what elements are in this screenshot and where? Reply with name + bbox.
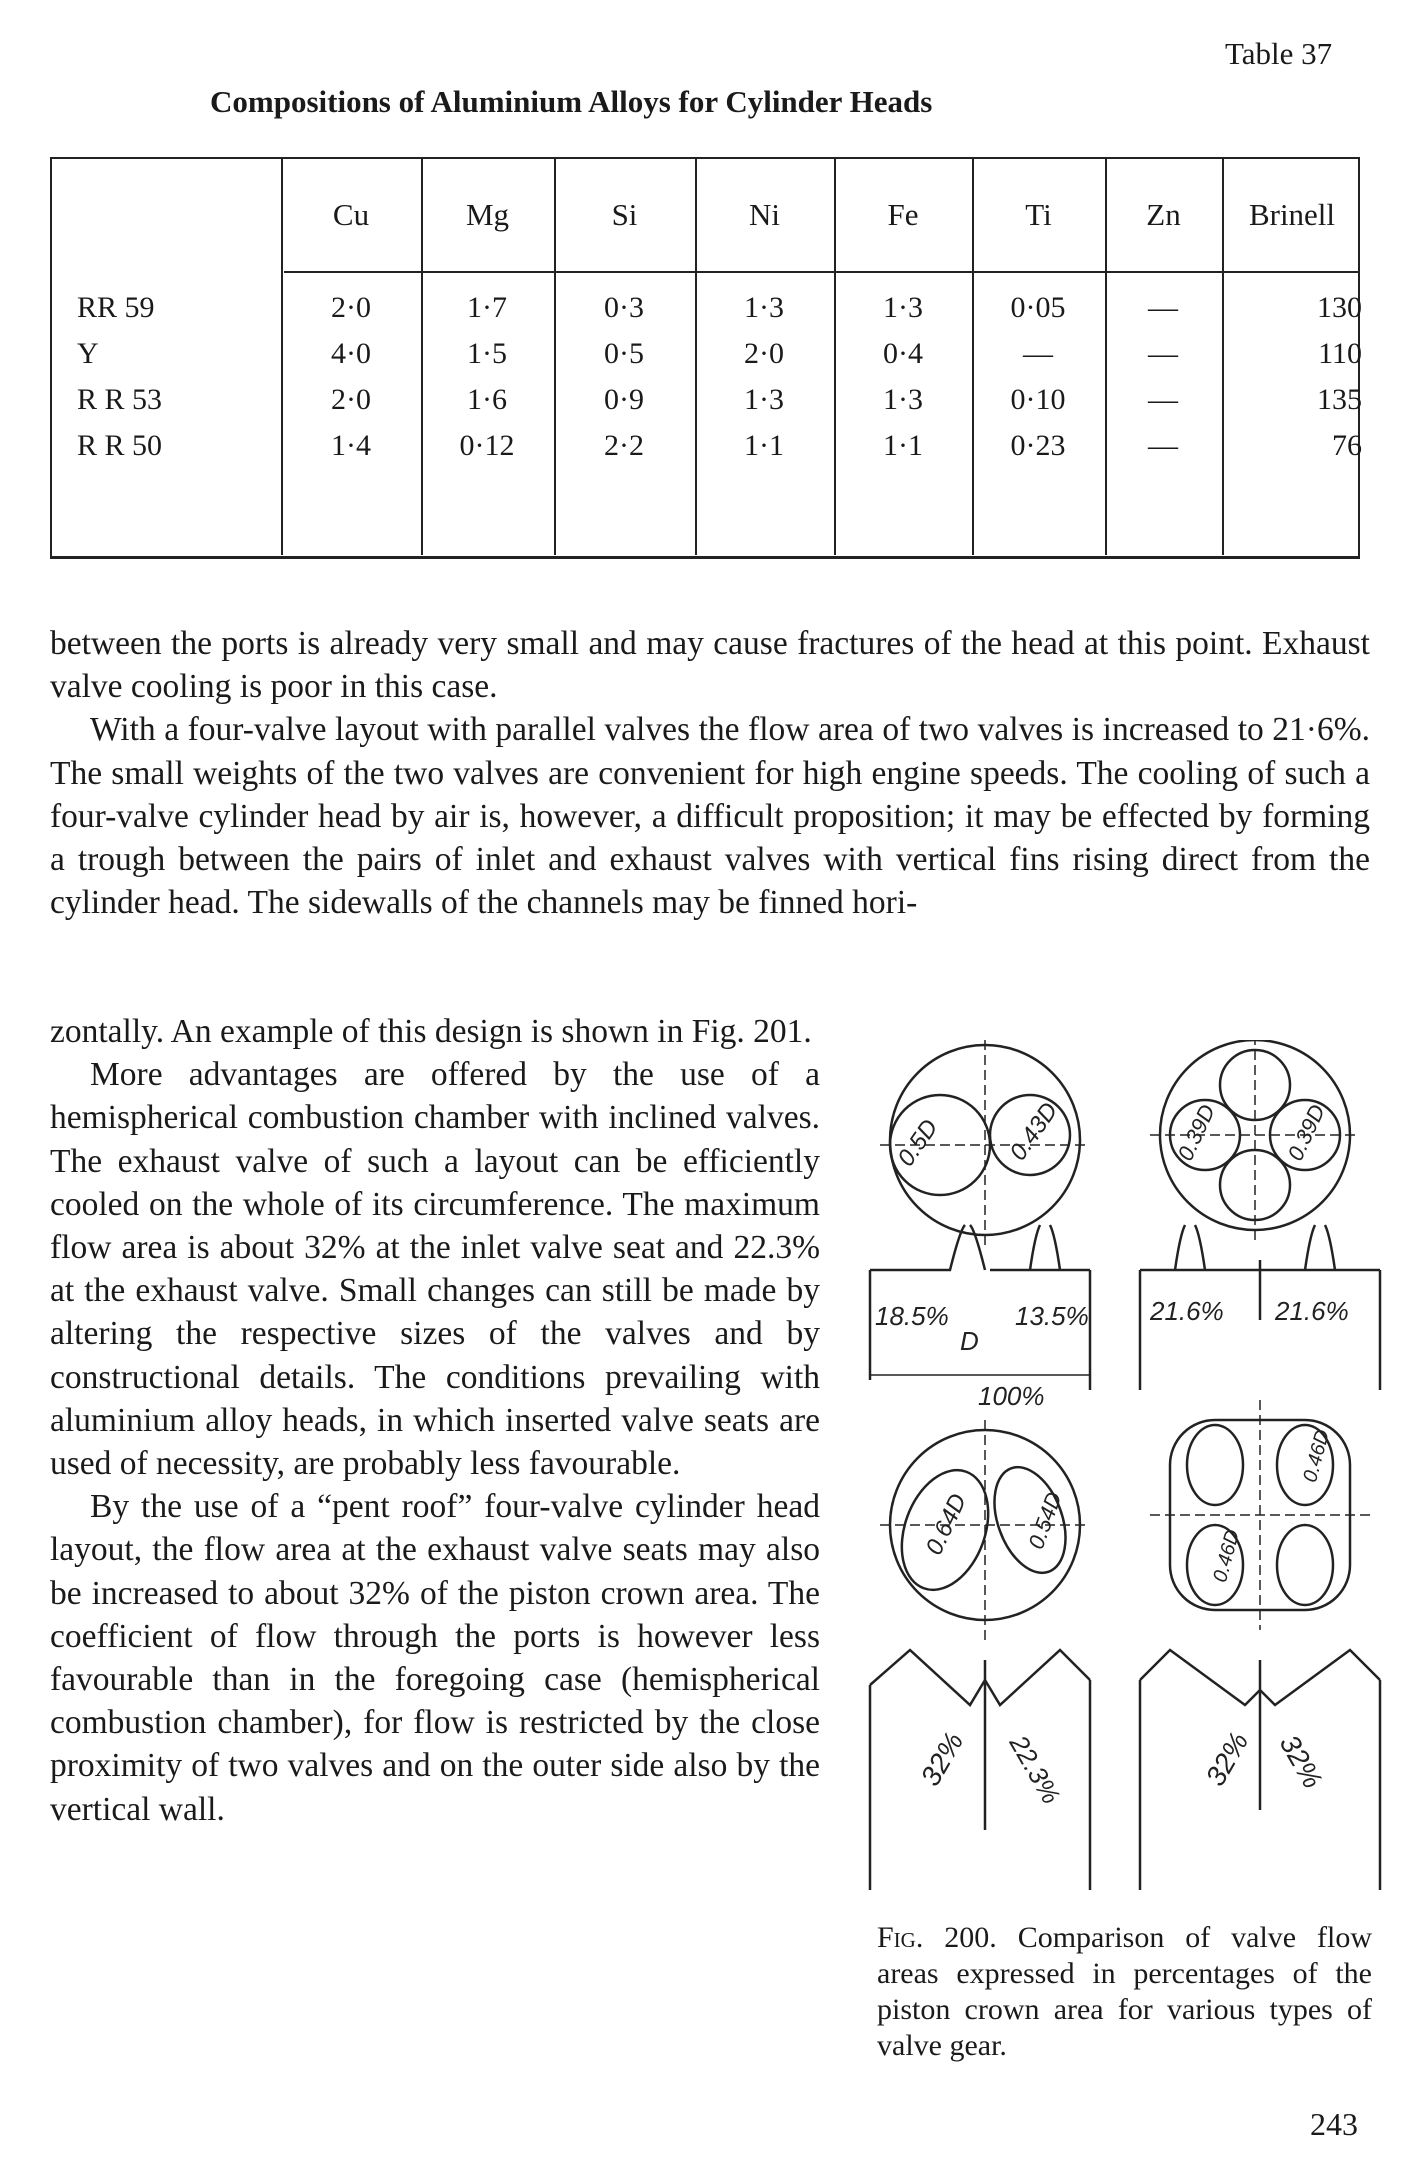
table-cell: 1·5 [467,337,507,370]
table-cell: 1·3 [744,383,784,416]
table-cell: 0·23 [1010,429,1066,462]
table-cell: — [1148,429,1178,462]
table-cell: 0·12 [459,429,515,462]
table-cell: 1·1 [744,429,784,462]
table-cell: 0·4 [883,337,923,370]
column-header: Ni [749,197,780,232]
dim-label: 0.54D [1023,1488,1067,1553]
flow-label: 13.5% [1015,1301,1089,1331]
table-cell: 2·2 [604,429,644,462]
table-cell: — [1023,337,1053,370]
column-header: Si [611,197,638,232]
table-cell: — [1148,337,1178,370]
dim-label: 0.43D [1004,1097,1064,1166]
table-cell: 110 [1318,337,1362,370]
column-header: Zn [1146,197,1181,232]
table-cell: 0·9 [604,383,644,416]
column-header: Ti [1025,197,1052,232]
dim-label: 0.39D [1282,1100,1330,1165]
table-cell: 1·1 [883,429,923,462]
alloy-composition-table [50,157,1360,559]
table-cell: 0·5 [604,337,644,370]
paragraph: More advantages are offered by the use of a hemispherical combustion chamber with inclined valves. The exhaust valve of such a layout can be efficiently cooled on the whole of its circumference. The maximum flow area is about 32% at the inlet valve seat and 22.3% at the exhaust valve. Small changes can still be made by altering the respective sizes of the valves and by constructional details. The conditions prevailing with aluminium alloy heads, in which inserted valve seats are used of necessity, are probably less favourable. [50,1056,820,1483]
table-cell: 1·4 [331,429,371,462]
flow-label: 32% [1273,1729,1329,1794]
paragraph: By the use of a “pent roof” four-valve cylinder head layout, the flow area at the exhaust valve seats may also be increased to about 32% of the piston crown area. The coefficient of flow through the ports is however less favourable than in the foregoing case (hemispherical combustion chamber), for flow is restricted by the close proximity of two valves and on the outer side also by the vertical wall. [50,1488,820,1828]
column-header: Mg [465,197,510,232]
table-row-label: R R 50 [77,429,163,462]
flow-label: 22.3% [1003,1730,1067,1809]
column-header: Fe [887,197,919,232]
table-cell: 2·0 [331,383,371,416]
flow-label: 32% [1199,1726,1255,1791]
dim-label: 0.5D [892,1114,944,1172]
dim-label: 0.64D [920,1489,973,1560]
table-row-label: R R 53 [77,383,163,416]
table-cell: 1·6 [467,383,507,416]
table-number: Table 37 [1225,36,1333,71]
table-cell: 130 [1317,291,1362,324]
body-text-column [50,1010,820,1831]
table-cell: 2·0 [331,291,371,324]
table-cell: 1·3 [883,291,923,324]
body-text-full-width [50,622,1370,924]
caption-text: Comparison of valve flow areas expressed in percentages of the piston crown area for various types of valve gear. [877,1921,1373,2062]
figure-caption [877,1920,1372,2064]
dim-label: 0.46D [1299,1427,1335,1485]
column-header: Brinell [1248,197,1336,232]
table-cell: — [1148,383,1178,416]
flow-label: 21.6% [1150,1296,1224,1326]
table-cell: 135 [1317,383,1362,416]
table-row-label: Y [77,337,99,370]
table-cell: 2·0 [744,337,784,370]
table-cell: 1·7 [467,291,507,324]
flow-label: D [960,1326,979,1356]
table-cell: 0·05 [1010,291,1066,324]
table-cell: 4·0 [331,337,371,370]
table-cell: 76 [1332,429,1362,462]
flow-label: 32% [914,1726,970,1791]
page-number: 243 [1310,2106,1358,2142]
table-cell: — [1148,291,1178,324]
caption-label: Fig. 200. [877,1921,997,1954]
flow-label: 100% [978,1381,1045,1411]
table-row-label: RR 59 [77,291,155,324]
paragraph: zontally. An example of this design is shown in Fig. 201. [50,1013,812,1050]
valve-flow-figure [850,1040,1410,1900]
table-cell: 1·3 [744,291,784,324]
flow-label: 18.5% [875,1301,949,1331]
table-cell: 0·10 [1010,383,1066,416]
dim-label: 0.39D [1172,1100,1220,1165]
paragraph: between the ports is already very small and may cause fractures of the head at this point. Exhaust valve cooling is poor in this case. [50,625,1370,706]
table-cell: 0·3 [604,291,644,324]
paragraph: With a four-valve layout with parallel valves the flow area of two valves is increased to 21·6%. The small weights of the two valves are convenient for high engine speeds. The cooling of such a four-valve cylinder head by air is, however, a difficult proposition; it may be effected by forming a trough between the pairs of inlet and exhaust valves with vertical fins rising direct from the cylinder head. The sidewalls of the channels may be finned hori- [50,711,1370,922]
table-cell: 1·3 [883,383,923,416]
flow-label: 21.6% [1275,1296,1349,1326]
dim-label: 0.46D [1209,1527,1245,1585]
column-header: Cu [332,197,370,232]
table-title: Compositions of Aluminium Alloys for Cylinder Heads [210,84,933,119]
